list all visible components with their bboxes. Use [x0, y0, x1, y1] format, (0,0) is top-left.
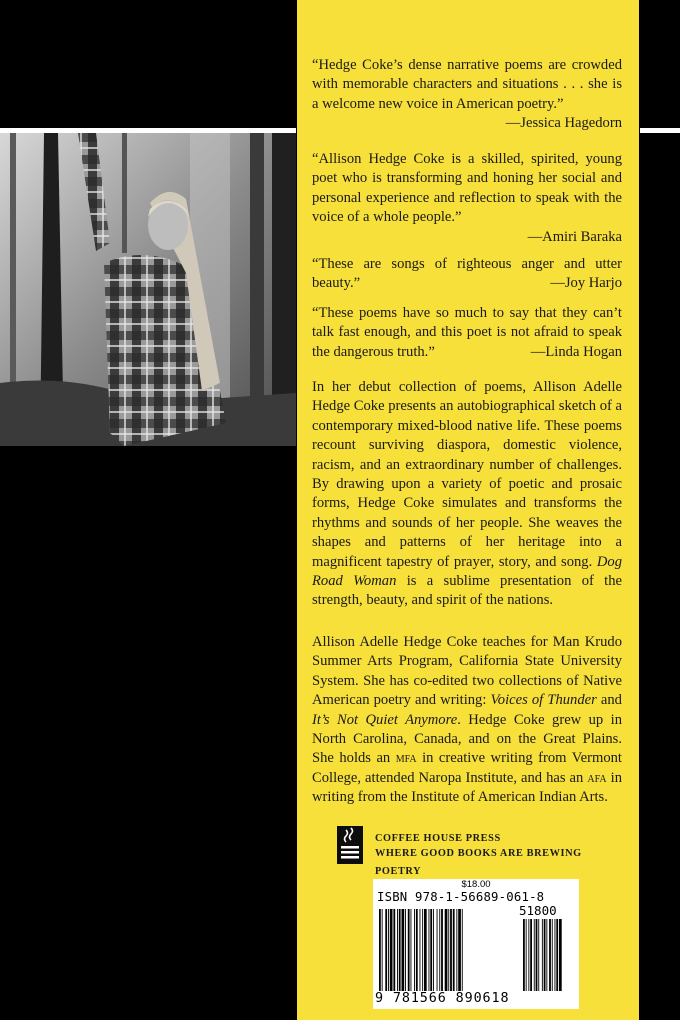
barcode-bar — [448, 909, 449, 991]
barcode-bar — [456, 909, 457, 991]
barcode-bar — [414, 909, 415, 991]
quote-author: —Amiri Baraka — [527, 228, 622, 245]
white-rule-right — [640, 128, 680, 133]
barcode-bar — [445, 909, 448, 991]
barcode-digits: 9 781566 890618 — [375, 991, 510, 1006]
barcode-bar — [399, 909, 401, 991]
degree-mfa: mfa — [395, 750, 417, 767]
barcode-bar — [405, 909, 406, 991]
book-title-voices: Voices of Thunder — [490, 692, 597, 709]
addon-code: 51800 — [519, 903, 557, 918]
description-text-end: is a sublime presentation of the strength, beauty, and spirit of the nations. — [312, 573, 623, 609]
barcode-addon-bar — [530, 919, 532, 991]
quote-text: “These poems have so much to say that they can’t talk fast enough, and this poet is not afraid to speak the dangerous truth.” — [312, 305, 622, 360]
isbn-barcode — [373, 879, 579, 1009]
barcode-addon-bar — [528, 919, 529, 991]
back-cover-panel — [297, 0, 639, 1020]
book-title-not-quiet: It’s Not Quiet Anymore — [312, 711, 458, 728]
quote-author: —Joy Harjo — [550, 275, 622, 292]
barcode-bar — [397, 909, 398, 991]
barcode-bar — [393, 909, 395, 991]
degree-afa: afa — [587, 769, 607, 786]
bio-text: . Hedge Coke grew up in North Carolina, Canada, and on the Great Plains. She holds an — [312, 711, 623, 767]
barcode-addon-bar — [549, 919, 551, 991]
quote-harjo — [312, 255, 622, 294]
bio-text: in creative writing from Vermont College, attended Naropa Institute, and has an — [312, 750, 622, 786]
barcode-bar — [420, 909, 421, 991]
quote-hagedorn — [312, 56, 622, 134]
publisher-imprint — [375, 832, 582, 861]
book-description — [312, 378, 622, 611]
barcode-bar — [437, 909, 438, 991]
publisher-slogan: WHERE GOOD BOOKS ARE BREWING — [375, 847, 582, 859]
publisher-logo — [337, 826, 363, 864]
barcode-bar — [441, 909, 443, 991]
author-photo — [0, 133, 296, 446]
quote-text: “Allison Hedge Coke is a skilled, spirited, young poet who is transforming and honing her social and personal experience and reflection to speak with the voice of a whole people.” — [312, 151, 622, 226]
barcode-bar — [430, 909, 432, 991]
barcode-addon-bar — [552, 919, 553, 991]
barcode-bar — [450, 909, 452, 991]
barcode-addon-bar — [555, 919, 556, 991]
bio-text: Allison Adelle Hedge Coke teaches for Man Krudo Summer Arts Program, California State University System. She has co-edited two collections of Native American poetry and writing: — [312, 634, 622, 709]
quote-text: “These are songs of righteous anger and utter beauty.” — [312, 256, 622, 292]
barcode-addon-bar — [523, 919, 525, 991]
barcode-bar — [429, 909, 430, 991]
barcode-bar — [439, 909, 440, 991]
barcode-bar — [462, 909, 463, 991]
description-text: In her debut collection of poems, Allison Adelle Hedge Coke presents an autobiographical sketch of a contemporary mixed-blood native life. These poems recount surviving diaspora, domestic violence, racism, and an extraordinary number of challenges. By drawing upon a variety of poetic and prosaic forms, Hedge Coke simulates and transforms the rhythms and sounds of her people. She weaves the shapes and patterns of her heritage into a magnificent tapestry of prayer, story, and song. — [312, 379, 623, 570]
barcode-addon-bar — [546, 919, 547, 991]
barcode-bar — [388, 909, 389, 991]
quote-baraka — [312, 150, 622, 247]
barcode-bar — [422, 909, 423, 991]
book-title: Dog Road Woman — [312, 553, 622, 590]
barcode-bar — [379, 909, 381, 991]
barcode-addon-bar — [536, 919, 538, 991]
barcode-addon-bar — [556, 919, 558, 991]
barcode-bar — [433, 909, 434, 991]
barcode-addon-bar — [559, 919, 562, 991]
barcode-bars — [373, 879, 579, 1009]
quote-author: —Linda Hogan — [530, 343, 622, 360]
bio-text: in writing from the Institute of American Indian Arts. — [312, 769, 622, 806]
barcode-bar — [458, 909, 461, 991]
quote-text: “Hedge Coke’s dense narrative poems are crowded with memorable characters and situations . . . she is a welcome new voice in American poetry.” — [312, 57, 622, 112]
barcode-bar — [408, 909, 410, 991]
barcode-bar — [453, 909, 455, 991]
barcode-addon-bar — [534, 919, 535, 991]
bio-text: and — [596, 692, 622, 709]
quote-author: —Jessica Hagedorn — [505, 115, 622, 132]
barcode-addon-bar — [544, 919, 546, 991]
barcode-bar — [416, 909, 418, 991]
price-label: $18.00 — [461, 879, 491, 890]
publisher-name: COFFEE HOUSE PRESS — [375, 833, 501, 844]
barcode-bar — [411, 909, 412, 991]
isbn-text: ISBN 978-1-56689-061-8 — [377, 890, 545, 904]
author-bio — [312, 633, 622, 808]
barcode-bar — [402, 909, 405, 991]
barcode-bar — [424, 909, 427, 991]
barcode-addon-bar — [526, 919, 527, 991]
category-label: POETRY — [375, 866, 422, 877]
barcode-addon-bar — [542, 919, 543, 991]
quote-hogan — [312, 304, 622, 362]
barcode-bar — [390, 909, 393, 991]
barcode-bar — [385, 909, 387, 991]
barcode-bar — [382, 909, 383, 991]
barcode-addon-bar — [538, 919, 539, 991]
